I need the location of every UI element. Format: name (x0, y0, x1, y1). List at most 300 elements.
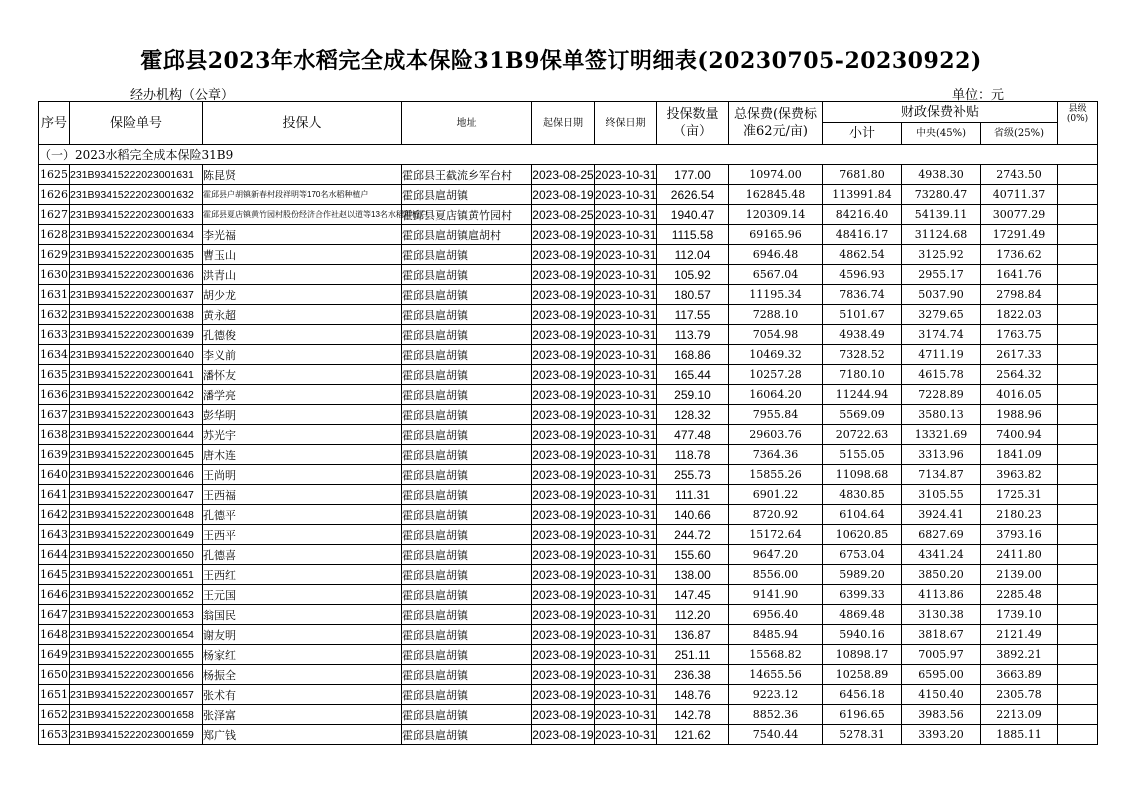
row-policy-no: 231B93415222023001637 (70, 285, 203, 305)
row-address: 霍邱县扈胡镇 (402, 285, 532, 305)
row-subtotal: 113991.84 (823, 185, 902, 205)
row-end-date: 2023-10-31 (595, 485, 657, 505)
row-insured: 霍邱县夏店镇黄竹园村股份经济合作社赵以道等13名水稻种植户 (203, 205, 402, 225)
row-province: 1736.62 (981, 245, 1058, 265)
row-seq: 1636 (39, 385, 70, 405)
header-central: 中央(45%) (902, 123, 981, 145)
row-county (1058, 445, 1098, 465)
row-subtotal: 7328.52 (823, 345, 902, 365)
row-central: 3313.96 (902, 445, 981, 465)
row-quantity: 105.92 (657, 265, 729, 285)
row-seq: 1653 (39, 725, 70, 745)
row-county (1058, 485, 1098, 505)
table-row (39, 505, 1098, 525)
row-total-premium: 7540.44 (729, 725, 823, 745)
table-row (39, 605, 1098, 625)
row-central: 3850.20 (902, 565, 981, 585)
row-total-premium: 6901.22 (729, 485, 823, 505)
row-province: 4016.05 (981, 385, 1058, 405)
row-province: 2180.23 (981, 505, 1058, 525)
row-quantity: 121.62 (657, 725, 729, 745)
row-quantity: 128.32 (657, 405, 729, 425)
row-end-date: 2023-10-31 (595, 425, 657, 445)
row-central: 54139.11 (902, 205, 981, 225)
row-end-date: 2023-10-31 (595, 445, 657, 465)
row-policy-no: 231B93415222023001659 (70, 725, 203, 745)
row-start-date: 2023-08-25 (532, 205, 595, 225)
row-start-date: 2023-08-19 (532, 645, 595, 665)
row-province: 2213.09 (981, 705, 1058, 725)
row-subtotal: 5278.31 (823, 725, 902, 745)
row-quantity: 147.45 (657, 585, 729, 605)
row-policy-no: 231B93415222023001652 (70, 585, 203, 605)
row-insured: 李光福 (203, 225, 402, 245)
row-policy-no: 231B93415222023001643 (70, 405, 203, 425)
row-address: 霍邱县扈胡镇扈胡村 (402, 225, 532, 245)
row-total-premium: 7364.36 (729, 445, 823, 465)
row-end-date: 2023-10-31 (595, 205, 657, 225)
row-policy-no: 231B93415222023001638 (70, 305, 203, 325)
row-central: 3580.13 (902, 405, 981, 425)
row-seq: 1627 (39, 205, 70, 225)
row-end-date: 2023-10-31 (595, 165, 657, 185)
row-insured: 王西红 (203, 565, 402, 585)
row-start-date: 2023-08-19 (532, 585, 595, 605)
row-insured: 张术有 (203, 685, 402, 705)
row-county (1058, 665, 1098, 685)
row-address: 霍邱县扈胡镇 (402, 465, 532, 485)
row-total-premium: 15855.26 (729, 465, 823, 485)
row-quantity: 477.48 (657, 425, 729, 445)
row-central: 7134.87 (902, 465, 981, 485)
row-seq: 1648 (39, 625, 70, 645)
row-total-premium: 120309.14 (729, 205, 823, 225)
row-province: 2305.78 (981, 685, 1058, 705)
row-quantity: 180.57 (657, 285, 729, 305)
header-start-date: 起保日期 (532, 102, 595, 145)
row-central: 73280.47 (902, 185, 981, 205)
row-province: 1641.76 (981, 265, 1058, 285)
unit-label: 单位：元 (952, 88, 1005, 103)
row-subtotal: 7836.74 (823, 285, 902, 305)
row-start-date: 2023-08-19 (532, 725, 595, 745)
row-address: 霍邱县扈胡镇 (402, 185, 532, 205)
header-subtotal: 小计 (823, 123, 902, 145)
row-start-date: 2023-08-19 (532, 245, 595, 265)
row-central: 7005.97 (902, 645, 981, 665)
row-start-date: 2023-08-19 (532, 465, 595, 485)
row-seq: 1625 (39, 165, 70, 185)
row-total-premium: 9647.20 (729, 545, 823, 565)
row-address: 霍邱县扈胡镇 (402, 425, 532, 445)
row-seq: 1641 (39, 485, 70, 505)
row-total-premium: 10974.00 (729, 165, 823, 185)
row-seq: 1647 (39, 605, 70, 625)
row-quantity: 165.44 (657, 365, 729, 385)
row-central: 3130.38 (902, 605, 981, 625)
row-quantity: 118.78 (657, 445, 729, 465)
row-policy-no: 231B93415222023001653 (70, 605, 203, 625)
row-start-date: 2023-08-19 (532, 305, 595, 325)
row-county (1058, 285, 1098, 305)
table-row (39, 185, 1098, 205)
row-seq: 1644 (39, 545, 70, 565)
table-row (39, 425, 1098, 445)
table-row (39, 165, 1098, 185)
row-policy-no: 231B93415222023001648 (70, 505, 203, 525)
row-province: 7400.94 (981, 425, 1058, 445)
row-address: 霍邱县扈胡镇 (402, 265, 532, 285)
row-end-date: 2023-10-31 (595, 545, 657, 565)
row-central: 4150.40 (902, 685, 981, 705)
row-seq: 1649 (39, 645, 70, 665)
row-start-date: 2023-08-19 (532, 685, 595, 705)
row-total-premium: 14655.56 (729, 665, 823, 685)
row-central: 4711.19 (902, 345, 981, 365)
row-county (1058, 545, 1098, 565)
row-subtotal: 7180.10 (823, 365, 902, 385)
header-total-premium: 总保费(保费标准62元/亩) (729, 102, 823, 145)
table-row (39, 405, 1098, 425)
row-quantity: 259.10 (657, 385, 729, 405)
row-insured: 张泽富 (203, 705, 402, 725)
row-central: 3924.41 (902, 505, 981, 525)
row-end-date: 2023-10-31 (595, 325, 657, 345)
row-quantity: 111.31 (657, 485, 729, 505)
row-total-premium: 16064.20 (729, 385, 823, 405)
row-subtotal: 4830.85 (823, 485, 902, 505)
row-central: 4341.24 (902, 545, 981, 565)
row-seq: 1645 (39, 565, 70, 585)
row-total-premium: 8556.00 (729, 565, 823, 585)
policy-table (38, 101, 1098, 745)
row-insured: 胡少龙 (203, 285, 402, 305)
row-county (1058, 505, 1098, 525)
row-end-date: 2023-10-31 (595, 725, 657, 745)
row-insured: 洪青山 (203, 265, 402, 285)
row-insured: 王元国 (203, 585, 402, 605)
row-province: 3793.16 (981, 525, 1058, 545)
row-start-date: 2023-08-19 (532, 345, 595, 365)
row-address: 霍邱县王截流乡军台村 (402, 165, 532, 185)
table-row (39, 565, 1098, 585)
row-end-date: 2023-10-31 (595, 185, 657, 205)
row-seq: 1652 (39, 705, 70, 725)
row-end-date: 2023-10-31 (595, 505, 657, 525)
row-province: 1988.96 (981, 405, 1058, 425)
row-total-premium: 15172.64 (729, 525, 823, 545)
row-province: 3892.21 (981, 645, 1058, 665)
table-row (39, 725, 1098, 745)
agency-label: 经办机构（公章） (130, 88, 235, 103)
row-county (1058, 425, 1098, 445)
row-province: 2411.80 (981, 545, 1058, 565)
row-subtotal: 5155.05 (823, 445, 902, 465)
row-start-date: 2023-08-19 (532, 185, 595, 205)
row-total-premium: 8852.36 (729, 705, 823, 725)
row-policy-no: 231B93415222023001636 (70, 265, 203, 285)
row-start-date: 2023-08-19 (532, 445, 595, 465)
row-quantity: 142.78 (657, 705, 729, 725)
row-start-date: 2023-08-19 (532, 565, 595, 585)
row-province: 1841.09 (981, 445, 1058, 465)
row-insured: 黄永超 (203, 305, 402, 325)
row-end-date: 2023-10-31 (595, 525, 657, 545)
row-policy-no: 231B93415222023001655 (70, 645, 203, 665)
row-quantity: 112.04 (657, 245, 729, 265)
header-subsidy: 财政保费补贴 (823, 102, 1058, 123)
row-insured: 彭华明 (203, 405, 402, 425)
row-policy-no: 231B93415222023001634 (70, 225, 203, 245)
row-county (1058, 345, 1098, 365)
row-address: 霍邱县扈胡镇 (402, 665, 532, 685)
row-seq: 1639 (39, 445, 70, 465)
row-central: 6595.00 (902, 665, 981, 685)
row-start-date: 2023-08-25 (532, 165, 595, 185)
row-province: 1885.11 (981, 725, 1058, 745)
row-province: 3963.82 (981, 465, 1058, 485)
row-county (1058, 725, 1098, 745)
row-address: 霍邱县扈胡镇 (402, 685, 532, 705)
row-address: 霍邱县夏店镇黄竹园村 (402, 205, 532, 225)
row-province: 2564.32 (981, 365, 1058, 385)
row-address: 霍邱县扈胡镇 (402, 605, 532, 625)
row-insured: 曹玉山 (203, 245, 402, 265)
row-subtotal: 7681.80 (823, 165, 902, 185)
row-quantity: 168.86 (657, 345, 729, 365)
row-county (1058, 165, 1098, 185)
row-central: 3983.56 (902, 705, 981, 725)
page-title: 霍邱县2023年水稻完全成本保险31B9保单签订明细表(20230705-20230922) (140, 48, 982, 74)
row-county (1058, 245, 1098, 265)
row-central: 13321.69 (902, 425, 981, 445)
row-policy-no: 231B93415222023001631 (70, 165, 203, 185)
table-row (39, 585, 1098, 605)
table-row (39, 665, 1098, 685)
table-row (39, 625, 1098, 645)
row-start-date: 2023-08-19 (532, 325, 595, 345)
row-seq: 1643 (39, 525, 70, 545)
row-policy-no: 231B93415222023001641 (70, 365, 203, 385)
header-county: 县级(0%) (1058, 102, 1098, 145)
row-total-premium: 15568.82 (729, 645, 823, 665)
row-subtotal: 6753.04 (823, 545, 902, 565)
row-quantity: 255.73 (657, 465, 729, 485)
row-county (1058, 305, 1098, 325)
row-end-date: 2023-10-31 (595, 265, 657, 285)
row-county (1058, 705, 1098, 725)
row-seq: 1651 (39, 685, 70, 705)
row-start-date: 2023-08-19 (532, 285, 595, 305)
row-central: 3125.92 (902, 245, 981, 265)
row-address: 霍邱县扈胡镇 (402, 585, 532, 605)
row-insured: 郑广钱 (203, 725, 402, 745)
row-seq: 1634 (39, 345, 70, 365)
row-seq: 1629 (39, 245, 70, 265)
row-seq: 1631 (39, 285, 70, 305)
row-subtotal: 10898.17 (823, 645, 902, 665)
row-county (1058, 325, 1098, 345)
row-start-date: 2023-08-19 (532, 605, 595, 625)
row-seq: 1628 (39, 225, 70, 245)
row-end-date: 2023-10-31 (595, 305, 657, 325)
row-subtotal: 4862.54 (823, 245, 902, 265)
row-address: 霍邱县扈胡镇 (402, 625, 532, 645)
row-subtotal: 48416.17 (823, 225, 902, 245)
table-row (39, 545, 1098, 565)
row-county (1058, 625, 1098, 645)
table-row (39, 225, 1098, 245)
row-total-premium: 9141.90 (729, 585, 823, 605)
header-quantity: 投保数量（亩） (657, 102, 729, 145)
table-row (39, 465, 1098, 485)
row-end-date: 2023-10-31 (595, 605, 657, 625)
table-row (39, 705, 1098, 725)
row-subtotal: 5940.16 (823, 625, 902, 645)
row-end-date: 2023-10-31 (595, 385, 657, 405)
row-central: 3279.65 (902, 305, 981, 325)
table-row (39, 325, 1098, 345)
row-address: 霍邱县扈胡镇 (402, 705, 532, 725)
row-end-date: 2023-10-31 (595, 665, 657, 685)
row-total-premium: 162845.48 (729, 185, 823, 205)
row-policy-no: 231B93415222023001640 (70, 345, 203, 365)
row-central: 4938.30 (902, 165, 981, 185)
row-total-premium: 7955.84 (729, 405, 823, 425)
row-start-date: 2023-08-19 (532, 485, 595, 505)
row-province: 2617.33 (981, 345, 1058, 365)
section-label: （一）2023水稻完全成本保险31B9 (39, 145, 1098, 165)
row-end-date: 2023-10-31 (595, 245, 657, 265)
row-county (1058, 605, 1098, 625)
row-end-date: 2023-10-31 (595, 405, 657, 425)
table-row (39, 685, 1098, 705)
row-total-premium: 8485.94 (729, 625, 823, 645)
row-address: 霍邱县扈胡镇 (402, 525, 532, 545)
row-province: 1822.03 (981, 305, 1058, 325)
row-address: 霍邱县扈胡镇 (402, 385, 532, 405)
row-seq: 1650 (39, 665, 70, 685)
row-total-premium: 69165.96 (729, 225, 823, 245)
row-province: 2139.00 (981, 565, 1058, 585)
row-province: 2798.84 (981, 285, 1058, 305)
row-quantity: 117.55 (657, 305, 729, 325)
row-policy-no: 231B93415222023001657 (70, 685, 203, 705)
row-county (1058, 585, 1098, 605)
row-subtotal: 4869.48 (823, 605, 902, 625)
row-province: 2285.48 (981, 585, 1058, 605)
row-quantity: 2626.54 (657, 185, 729, 205)
row-central: 5037.90 (902, 285, 981, 305)
row-insured: 王尚明 (203, 465, 402, 485)
table-row (39, 305, 1098, 325)
row-total-premium: 8720.92 (729, 505, 823, 525)
row-end-date: 2023-10-31 (595, 645, 657, 665)
header-seq: 序号 (39, 102, 70, 145)
row-seq: 1630 (39, 265, 70, 285)
row-central: 7228.89 (902, 385, 981, 405)
row-address: 霍邱县扈胡镇 (402, 565, 532, 585)
row-subtotal: 10620.85 (823, 525, 902, 545)
row-insured: 王西福 (203, 485, 402, 505)
row-end-date: 2023-10-31 (595, 585, 657, 605)
row-central: 6827.69 (902, 525, 981, 545)
table-row (39, 645, 1098, 665)
row-total-premium: 7288.10 (729, 305, 823, 325)
row-central: 3174.74 (902, 325, 981, 345)
row-subtotal: 11098.68 (823, 465, 902, 485)
row-end-date: 2023-10-31 (595, 685, 657, 705)
row-end-date: 2023-10-31 (595, 625, 657, 645)
row-central: 2955.17 (902, 265, 981, 285)
row-address: 霍邱县扈胡镇 (402, 725, 532, 745)
row-total-premium: 10469.32 (729, 345, 823, 365)
row-address: 霍邱县扈胡镇 (402, 245, 532, 265)
row-policy-no: 231B93415222023001658 (70, 705, 203, 725)
row-insured: 潘怀友 (203, 365, 402, 385)
row-quantity: 1115.58 (657, 225, 729, 245)
row-policy-no: 231B93415222023001656 (70, 665, 203, 685)
row-central: 3818.67 (902, 625, 981, 645)
row-subtotal: 4938.49 (823, 325, 902, 345)
row-insured: 苏光宇 (203, 425, 402, 445)
row-policy-no: 231B93415222023001644 (70, 425, 203, 445)
row-start-date: 2023-08-19 (532, 265, 595, 285)
row-insured: 孔德俊 (203, 325, 402, 345)
row-central: 31124.68 (902, 225, 981, 245)
row-total-premium: 10257.28 (729, 365, 823, 385)
row-quantity: 177.00 (657, 165, 729, 185)
row-quantity: 138.00 (657, 565, 729, 585)
row-seq: 1642 (39, 505, 70, 525)
header-province: 省级(25%) (981, 123, 1058, 145)
row-start-date: 2023-08-19 (532, 525, 595, 545)
row-insured: 潘学亮 (203, 385, 402, 405)
row-policy-no: 231B93415222023001632 (70, 185, 203, 205)
row-subtotal: 6104.64 (823, 505, 902, 525)
row-insured: 谢友明 (203, 625, 402, 645)
row-policy-no: 231B93415222023001633 (70, 205, 203, 225)
row-end-date: 2023-10-31 (595, 285, 657, 305)
row-subtotal: 10258.89 (823, 665, 902, 685)
row-policy-no: 231B93415222023001649 (70, 525, 203, 545)
row-address: 霍邱县扈胡镇 (402, 445, 532, 465)
row-policy-no: 231B93415222023001654 (70, 625, 203, 645)
header-insured: 投保人 (203, 102, 402, 145)
row-county (1058, 645, 1098, 665)
row-insured: 唐木连 (203, 445, 402, 465)
row-quantity: 148.76 (657, 685, 729, 705)
table-row (39, 245, 1098, 265)
row-province: 3663.89 (981, 665, 1058, 685)
row-quantity: 113.79 (657, 325, 729, 345)
row-end-date: 2023-10-31 (595, 225, 657, 245)
row-start-date: 2023-08-19 (532, 705, 595, 725)
row-address: 霍邱县扈胡镇 (402, 365, 532, 385)
table-row (39, 525, 1098, 545)
row-province: 1739.10 (981, 605, 1058, 625)
row-policy-no: 231B93415222023001647 (70, 485, 203, 505)
row-seq: 1626 (39, 185, 70, 205)
table-row (39, 365, 1098, 385)
row-county (1058, 225, 1098, 245)
row-address: 霍邱县扈胡镇 (402, 545, 532, 565)
table-row (39, 265, 1098, 285)
table-row (39, 345, 1098, 365)
row-end-date: 2023-10-31 (595, 705, 657, 725)
row-insured: 杨振全 (203, 665, 402, 685)
row-seq: 1638 (39, 425, 70, 445)
